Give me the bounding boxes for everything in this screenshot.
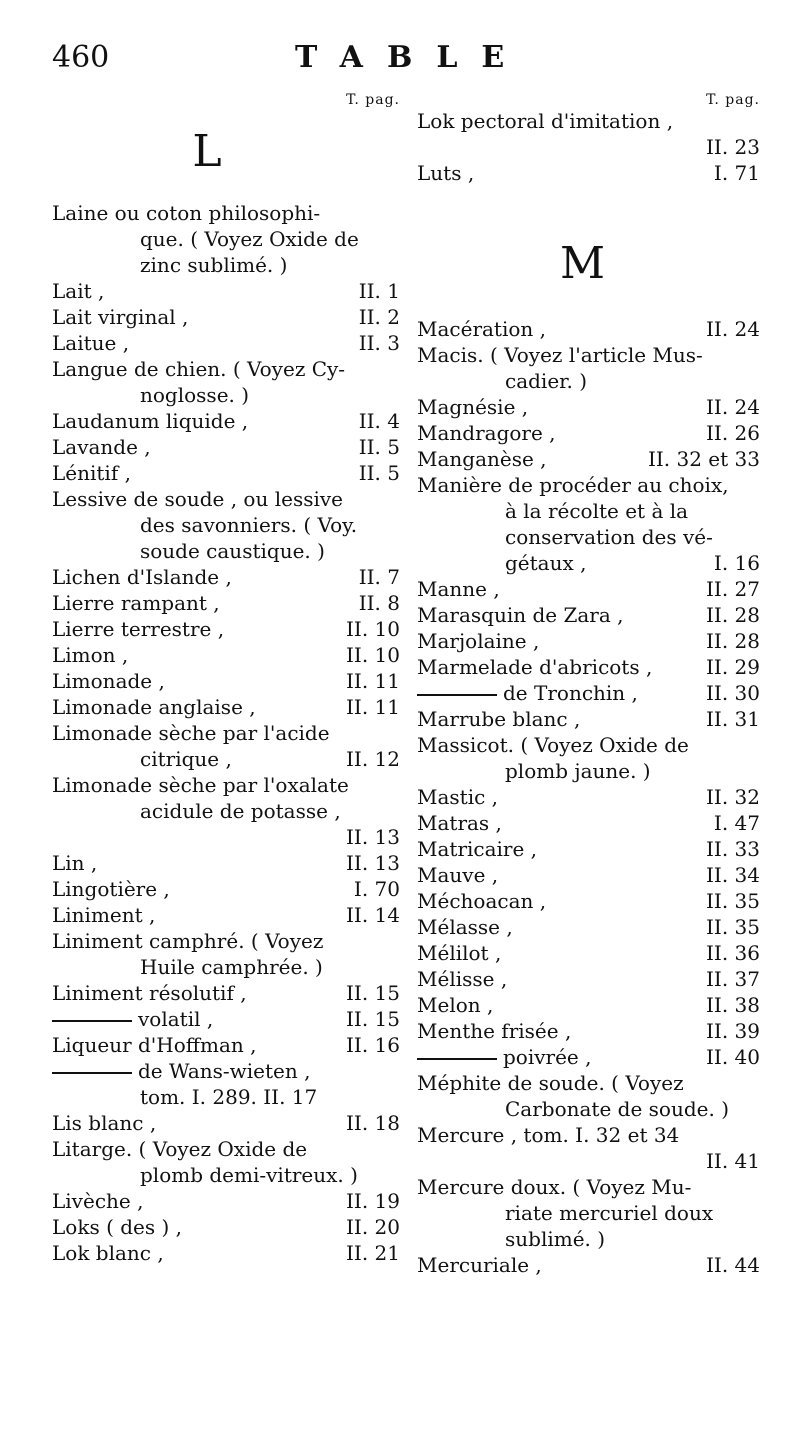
entry-reference: II. 10 xyxy=(346,617,400,641)
entry-headword: Laitue , xyxy=(52,331,130,355)
entry-reference: II. 15 xyxy=(346,981,400,1005)
index-entry xyxy=(417,576,760,602)
entry-headword: Limon , xyxy=(52,643,129,667)
index-entry xyxy=(417,628,760,654)
entry-reference: II. 26 xyxy=(706,421,760,445)
entry-headword: Laudanum liquide , xyxy=(52,409,249,433)
index-entry xyxy=(52,434,400,460)
entry-reference: II. 30 xyxy=(706,681,760,705)
entry-reference: II. 4 xyxy=(358,409,400,433)
entry-headword: Mélasse , xyxy=(417,915,513,939)
index-entry xyxy=(417,810,760,836)
entry-headword: Lis blanc , xyxy=(52,1111,157,1135)
entry-headword: Lessive de soude , ou lessive xyxy=(52,487,343,511)
entry-headword: Mercuriale , xyxy=(417,1253,542,1277)
index-entry xyxy=(52,1240,400,1266)
entry-continuation: cadier. ) xyxy=(505,369,588,393)
entry-reference: II. 8 xyxy=(358,591,400,615)
entry-headword: Méphite de soude. ( Voyez xyxy=(417,1071,684,1095)
entry-reference: II. 12 xyxy=(346,747,400,771)
entry-headword: Mastic , xyxy=(417,785,499,809)
index-entry xyxy=(52,1214,400,1240)
entry-headword: Liniment , xyxy=(52,903,156,927)
entry-reference: II. 14 xyxy=(346,903,400,927)
entry-continuation: noglosse. ) xyxy=(140,383,250,407)
index-entry xyxy=(52,1006,400,1032)
index-entry xyxy=(52,590,400,616)
entry-reference: II. 2 xyxy=(358,305,400,329)
entry-headword: Limonade sèche par l'oxalate xyxy=(52,773,349,797)
entry-reference: I. 71 xyxy=(713,161,760,185)
index-entry xyxy=(52,928,400,980)
entry-continuation: à la récolte et à la xyxy=(505,499,689,523)
entry-headword: Matras , xyxy=(417,811,502,835)
index-entry xyxy=(417,914,760,940)
entry-headword: Macération , xyxy=(417,317,546,341)
index-entry xyxy=(52,1188,400,1214)
index-entry xyxy=(52,564,400,590)
entry-headword: Lichen d'Islande , xyxy=(52,565,232,589)
entry-headword: Livèche , xyxy=(52,1189,144,1213)
index-entry xyxy=(417,342,760,394)
entry-reference: I. 16 xyxy=(713,551,760,575)
index-entry xyxy=(52,720,400,772)
index-entry xyxy=(52,1110,400,1136)
index-entry xyxy=(417,420,760,446)
entry-reference: II. 15 xyxy=(346,1007,400,1031)
index-entry xyxy=(52,356,400,408)
entry-headword: Lavande , xyxy=(52,435,151,459)
entry-headword: Magnésie , xyxy=(417,395,529,419)
running-head: TABLE xyxy=(295,40,529,75)
entry-reference: II. 16 xyxy=(346,1033,400,1057)
index-entry xyxy=(52,876,400,902)
entry-headword: Lok pectoral d'imitation , xyxy=(417,109,674,133)
index-entry xyxy=(417,888,760,914)
entry-headword: de Wans-wieten , xyxy=(138,1059,311,1083)
entry-continuation: zinc sublimé. ) xyxy=(140,253,288,277)
entry-reference: II. 37 xyxy=(706,967,760,991)
entry-reference: II. 38 xyxy=(706,993,760,1017)
entry-headword: Lingotière , xyxy=(52,877,170,901)
entry-headword: Lok blanc , xyxy=(52,1241,164,1265)
entry-list xyxy=(417,108,760,186)
index-entry xyxy=(52,460,400,486)
page-number: 460 xyxy=(52,40,110,75)
entry-continuation: soude caustique. ) xyxy=(140,539,325,563)
index-entry xyxy=(417,654,760,680)
entry-reference: II. 33 xyxy=(706,837,760,861)
entry-headword: Liniment camphré. ( Voyez xyxy=(52,929,324,953)
index-entry xyxy=(52,980,400,1006)
entry-headword: Marrube blanc , xyxy=(417,707,581,731)
entry-continuation: Huile camphrée. ) xyxy=(140,955,323,979)
column-header: T. pag. xyxy=(346,92,400,108)
index-entry xyxy=(417,160,760,186)
entry-reference: II. 18 xyxy=(346,1111,400,1135)
index-entry xyxy=(417,1044,760,1070)
entry-reference: II. 27 xyxy=(706,577,760,601)
entry-headword: Lierre rampant , xyxy=(52,591,220,615)
entry-headword: Manière de procéder au choix, xyxy=(417,473,729,497)
entry-reference: II. 20 xyxy=(346,1215,400,1239)
index-entry xyxy=(52,1032,400,1058)
index-entry xyxy=(417,602,760,628)
section-letter: M xyxy=(559,238,606,289)
index-entry xyxy=(417,1122,760,1174)
entry-list xyxy=(417,316,760,1278)
left-column xyxy=(52,92,400,1266)
entry-reference: I. 70 xyxy=(353,877,400,901)
index-entry xyxy=(417,446,760,472)
entry-continuation: plomb jaune. ) xyxy=(505,759,651,783)
index-entry xyxy=(417,732,760,784)
index-entry xyxy=(52,408,400,434)
entry-headword: Liqueur d'Hoffman , xyxy=(52,1033,257,1057)
column-header: T. pag. xyxy=(706,92,760,108)
entry-headword: Méchoacan , xyxy=(417,889,547,913)
entry-headword: Manganèse , xyxy=(417,447,547,471)
index-entry xyxy=(417,940,760,966)
entry-headword: Mercure , tom. I. 32 et 34 xyxy=(417,1123,680,1147)
index-entry xyxy=(52,1136,400,1188)
entry-reference: II. 32 et 33 xyxy=(647,447,760,471)
entry-continuation: des savonniers. ( Voy. xyxy=(140,513,358,537)
entry-continuation: sublimé. ) xyxy=(505,1227,606,1251)
index-entry xyxy=(52,902,400,928)
entry-headword: Lait , xyxy=(52,279,105,303)
index-entry xyxy=(52,850,400,876)
entry-headword: Mandragore , xyxy=(417,421,556,445)
entry-reference: II. 28 xyxy=(706,603,760,627)
index-entry xyxy=(417,992,760,1018)
index-entry xyxy=(417,706,760,732)
entry-continuation: acidule de potasse , xyxy=(140,799,341,823)
index-entry xyxy=(417,472,760,576)
entry-reference: II. 36 xyxy=(706,941,760,965)
entry-continuation: II. 12 citrique , xyxy=(140,747,400,771)
entry-headword: Matricaire , xyxy=(417,837,538,861)
entry-continuation: que. ( Voyez Oxide de xyxy=(140,227,359,251)
index-entry xyxy=(417,680,760,706)
entry-reference: II. 11 xyxy=(346,695,400,719)
entry-reference: II. 1 xyxy=(358,279,400,303)
entry-continuation: tom. I. 289. II. 17 xyxy=(140,1085,318,1109)
entry-reference: II. 35 xyxy=(706,915,760,939)
entry-list xyxy=(52,200,400,1266)
entry-continuation: I. 16 gétaux , xyxy=(505,551,760,575)
entry-headword: Mercure doux. ( Voyez Mu- xyxy=(417,1175,692,1199)
entry-headword: Lénitif , xyxy=(52,461,131,485)
entry-reference: II. 40 xyxy=(706,1045,760,1069)
entry-reference: II. 32 xyxy=(706,785,760,809)
entry-headword: Langue de chien. ( Voyez Cy- xyxy=(52,357,346,381)
entry-reference: II. 34 xyxy=(706,863,760,887)
entry-headword: Manne , xyxy=(417,577,500,601)
index-entry xyxy=(52,694,400,720)
index-entry xyxy=(52,668,400,694)
entry-headword: Loks ( des ) , xyxy=(52,1215,182,1239)
index-entry xyxy=(417,108,760,160)
entry-headword: volatil , xyxy=(138,1007,214,1031)
entry-headword: Limonade anglaise , xyxy=(52,695,256,719)
entry-headword: Litarge. ( Voyez Oxide de xyxy=(52,1137,308,1161)
right-column xyxy=(417,92,760,1278)
entry-headword: Menthe frisée , xyxy=(417,1019,572,1043)
entry-headword: Liniment résolutif , xyxy=(52,981,247,1005)
ditto-rule xyxy=(417,694,497,696)
entry-headword: Marasquin de Zara , xyxy=(417,603,624,627)
entry-reference: II. 44 xyxy=(706,1253,760,1277)
entry-reference: II. 24 xyxy=(706,317,760,341)
entry-reference: II. 41 xyxy=(706,1149,760,1173)
entry-headword: Limonade , xyxy=(52,669,165,693)
ditto-rule xyxy=(52,1072,132,1074)
entry-continuation: conservation des vé- xyxy=(505,525,713,549)
entry-reference: II. 5 xyxy=(358,435,400,459)
index-entry xyxy=(52,642,400,668)
entry-continuation: Carbonate de soude. ) xyxy=(505,1097,730,1121)
index-entry xyxy=(52,330,400,356)
index-entry xyxy=(417,862,760,888)
entry-reference: II. 31 xyxy=(706,707,760,731)
entry-reference: II. 13 xyxy=(346,825,400,849)
entry-headword: Lierre terrestre , xyxy=(52,617,225,641)
entry-headword: Marjolaine , xyxy=(417,629,540,653)
entry-reference: II. 24 xyxy=(706,395,760,419)
entry-headword: Mauve , xyxy=(417,863,499,887)
index-entry xyxy=(417,784,760,810)
ditto-rule xyxy=(52,1020,132,1022)
entry-reference: II. 19 xyxy=(346,1189,400,1213)
entry-headword: Lait virginal , xyxy=(52,305,189,329)
index-entry xyxy=(52,200,400,278)
entry-headword: de Tronchin , xyxy=(503,681,638,705)
entry-headword: Melon , xyxy=(417,993,494,1017)
index-entry xyxy=(52,1058,400,1110)
index-entry xyxy=(52,486,400,564)
entry-reference: II. 13 xyxy=(346,851,400,875)
entry-headword: poivrée , xyxy=(503,1045,592,1069)
index-entry xyxy=(52,304,400,330)
entry-reference: II. 28 xyxy=(706,629,760,653)
entry-headword: Massicot. ( Voyez Oxide de xyxy=(417,733,689,757)
entry-headword: Mélisse , xyxy=(417,967,508,991)
index-entry xyxy=(52,616,400,642)
entry-reference: II. 10 xyxy=(346,643,400,667)
entry-headword: Limonade sèche par l'acide xyxy=(52,721,330,745)
entry-reference: II. 21 xyxy=(346,1241,400,1265)
index-entry xyxy=(417,1070,760,1122)
index-entry xyxy=(417,316,760,342)
entry-reference: II. 7 xyxy=(358,565,400,589)
entry-reference: I. 47 xyxy=(713,811,760,835)
section-letter: L xyxy=(192,126,222,177)
entry-reference: II. 5 xyxy=(358,461,400,485)
index-entry xyxy=(52,772,400,850)
ditto-rule xyxy=(417,1058,497,1060)
entry-headword: Macis. ( Voyez l'article Mus- xyxy=(417,343,703,367)
index-entry xyxy=(417,1174,760,1252)
entry-reference: II. 3 xyxy=(358,331,400,355)
entry-reference: II. 23 xyxy=(706,135,760,159)
entry-headword: Marmelade d'abricots , xyxy=(417,655,653,679)
entry-continuation: riate mercuriel doux xyxy=(505,1201,714,1225)
entry-headword: Luts , xyxy=(417,161,475,185)
entry-reference: II. 29 xyxy=(706,655,760,679)
index-entry xyxy=(417,1252,760,1278)
index-entry xyxy=(52,278,400,304)
entry-headword: Lin , xyxy=(52,851,98,875)
index-entry xyxy=(417,394,760,420)
entry-reference: II. 35 xyxy=(706,889,760,913)
entry-headword: Laine ou coton philosophi- xyxy=(52,201,321,225)
index-entry xyxy=(417,966,760,992)
index-entry xyxy=(417,1018,760,1044)
index-entry xyxy=(417,836,760,862)
entry-headword: Mélilot , xyxy=(417,941,502,965)
entry-continuation: plomb demi-vitreux. ) xyxy=(140,1163,358,1187)
entry-reference: II. 39 xyxy=(706,1019,760,1043)
entry-reference: II. 11 xyxy=(346,669,400,693)
